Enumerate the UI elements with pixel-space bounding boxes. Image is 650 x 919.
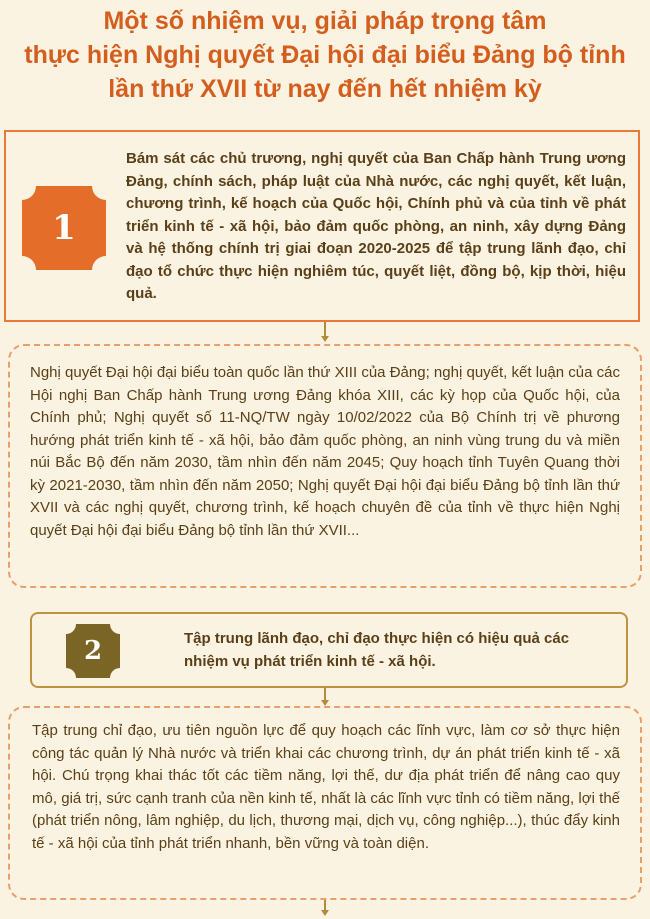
connector-line xyxy=(324,900,326,910)
task-1-heading: Bám sát các chủ trương, nghị quyết của Ban Chấp hành Trung ương Đảng, chính sách, pháp luật của Nhà nước, các nghị quyết, kết luận, chương trình, kế hoạch của Quốc hội, Chính phủ và của tỉnh về phát triển kinh tế - xã hội, bảo đảm quốc phòng, an ninh, xây dựng Đảng và hệ thống chính trị giai đoạn 2020-2025 để tập trung lãnh đạo, chỉ đạo tổ chức thực hiện nghiêm túc, quyết liệt, đồng bộ, kịp thời, hiệu quả. xyxy=(126,150,626,302)
task-1-detail-box xyxy=(8,344,642,588)
title-line-1: Một số nhiệm vụ, giải pháp trọng tâm xyxy=(103,7,547,35)
page-title xyxy=(0,4,650,106)
task-1-detail: Nghị quyết Đại hội đại biểu toàn quốc lần thứ XIII của Đảng; nghị quyết, kết luận của các Hội nghị Ban Chấp hành Trung ương Đảng khóa XIII, các kỳ họp của Quốc hội, của Chính phủ; Nghị quyết số 11-NQ/TW ngày 10/02/2022 của Bộ Chính trị về phương hướng phát triển kinh tế - xã hội, bảo đảm quốc phòng, an ninh vùng trung du và miền núi Bắc Bộ đến năm 2030, tầm nhìn đến năm 2045; Quy hoạch tỉnh Tuyên Quang thời kỳ 2021-2030, tầm nhìn đến năm 2050; Nghị quyết Đại hội đại biểu Đảng bộ tỉnh lần thứ XVII và các nghị quyết, chương trình, kế hoạch chuyên đề của tỉnh về thực hiện Nghị quyết Đại hội đại biểu Đảng bộ tỉnh lần thứ XVII... xyxy=(30,364,620,539)
arrow-down-icon xyxy=(321,336,329,342)
task-2-detail: Tập trung chỉ đạo, ưu tiên nguồn lực để quy hoạch các lĩnh vực, làm cơ sở thực hiện công tác quản lý Nhà nước và triển khai các chương trình, dự án phát triển kinh tế - xã hội. Chú trọng khai thác tốt các tiềm năng, lợi thế, dư địa phát triển để nâng cao quy mô, giá trị, sức cạnh tranh của nền kinh tế, nhất là các lĩnh vực tỉnh có tiềm năng, lợi thế (phát triển nông, lâm nghiệp, du lịch, thương mại, dịch vụ, công nghiệp...), thúc đẩy kinh tế - xã hội của tỉnh phát triển nhanh, bền vững và toàn diện. xyxy=(32,722,620,852)
task-1-number: 1 xyxy=(52,208,76,248)
task-2-number-badge xyxy=(66,624,120,678)
connector-line xyxy=(324,322,326,336)
arrow-down-icon xyxy=(321,910,329,916)
task-2-detail-box xyxy=(8,706,642,900)
connector-line xyxy=(324,688,326,700)
title-line-3: lần thứ XVII từ nay đến hết nhiệm kỳ xyxy=(108,75,542,103)
task-1-heading-box xyxy=(4,130,640,322)
task-2-heading-box xyxy=(30,612,628,688)
title-line-2: thực hiện Nghị quyết Đại hội đại biểu Đảng bộ tỉnh xyxy=(24,41,626,69)
task-2-heading: Tập trung lãnh đạo, chỉ đạo thực hiện có hiệu quả các nhiệm vụ phát triển kinh tế - xã hội. xyxy=(184,630,570,670)
task-2-number: 2 xyxy=(83,636,103,666)
task-1-number-badge xyxy=(22,186,106,270)
